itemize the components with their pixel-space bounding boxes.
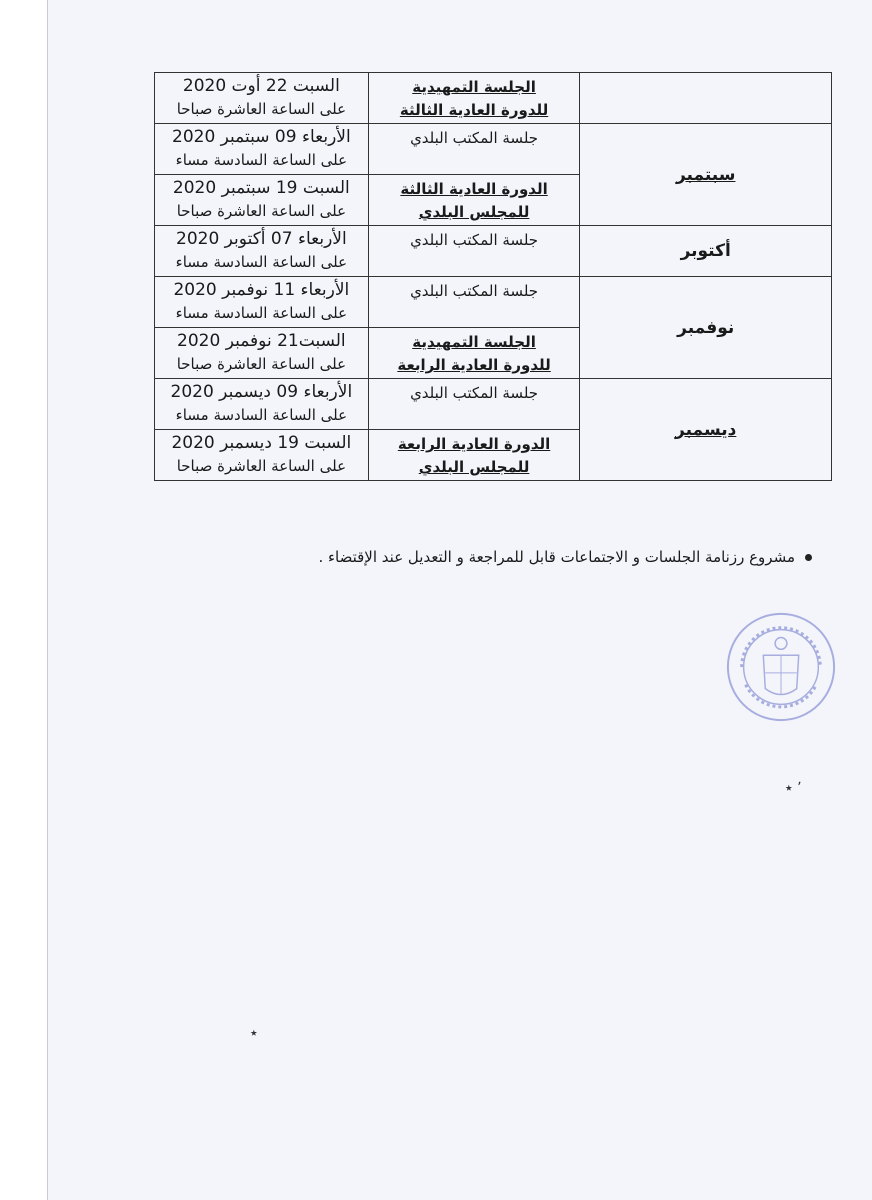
date-line: الأربعاء 09 ديسمبر 2020	[170, 382, 353, 402]
date-line: السبت 22 أوت 2020	[182, 76, 340, 96]
session-cell: جلسة المكتب البلدي	[368, 124, 580, 175]
ink-mark: ٬ ٭	[785, 780, 802, 796]
date-line: الأربعاء 09 سبتمبر 2020	[172, 127, 351, 147]
time-line: على الساعة السادسة مساء	[175, 151, 348, 169]
date-line: الأربعاء 11 نوفمبر 2020	[173, 280, 350, 300]
date-cell	[155, 226, 369, 277]
session-cell: الدورة العادية الثالثة للمجلس البلدي	[368, 175, 580, 226]
session-cell: جلسة المكتب البلدي	[368, 226, 580, 277]
ink-mark: ٭	[250, 1025, 258, 1041]
table-row	[155, 379, 832, 430]
session-cell: الجلسة التمهيدية للدورة العادية الرابعة	[368, 328, 580, 379]
session-cell: جلسة المكتب البلدي	[368, 379, 580, 430]
date-cell	[155, 73, 369, 124]
date-cell	[155, 175, 369, 226]
date-line: السبت21 نوفمبر 2020	[177, 331, 346, 351]
session-cell: جلسة المكتب البلدي	[368, 277, 580, 328]
date-cell	[155, 277, 369, 328]
footnote	[318, 548, 812, 566]
time-line: على الساعة العاشرة صباحا	[176, 100, 347, 118]
page-edge	[47, 0, 48, 1200]
schedule-table-body	[155, 73, 832, 481]
date-line: السبت 19 سبتمبر 2020	[172, 178, 350, 198]
month-cell	[580, 379, 832, 481]
time-line: على الساعة العاشرة صباحا	[176, 202, 347, 220]
bullet-icon	[805, 554, 812, 561]
time-line: على الساعة السادسة مساء	[175, 253, 348, 271]
table-row	[155, 124, 832, 175]
date-cell	[155, 328, 369, 379]
session-cell: الجلسة التمهيدية للدورة العادية الثالثة	[368, 73, 580, 124]
time-line: على الساعة السادسة مساء	[175, 406, 348, 424]
date-line: الأربعاء 07 أكتوبر 2020	[176, 229, 347, 249]
time-line: على الساعة السادسة مساء	[175, 304, 348, 322]
schedule-table	[154, 72, 832, 481]
month-cell	[580, 73, 832, 124]
session-cell: الدورة العادية الرابعة للمجلس البلدي	[368, 430, 580, 481]
month-cell: أكتوبر	[580, 226, 832, 277]
month-label: سبتمبر	[675, 164, 736, 185]
date-cell	[155, 379, 369, 430]
month-cell	[580, 124, 832, 226]
date-cell	[155, 124, 369, 175]
date-cell	[155, 430, 369, 481]
time-line: على الساعة العاشرة صباحا	[176, 355, 347, 373]
month-label: ديسمبر	[675, 419, 737, 440]
time-line: على الساعة العاشرة صباحا	[176, 457, 347, 475]
municipal-stamp	[722, 608, 840, 726]
footnote-text: مشروع رزنامة الجلسات و الاجتماعات قابل للمراجعة و التعديل عند الإقتضاء .	[318, 548, 795, 566]
table-row	[155, 226, 832, 277]
table-row	[155, 73, 832, 124]
month-cell: نوفمبر	[580, 277, 832, 379]
table-row	[155, 277, 832, 328]
date-line: السبت 19 ديسمبر 2020	[171, 433, 352, 453]
